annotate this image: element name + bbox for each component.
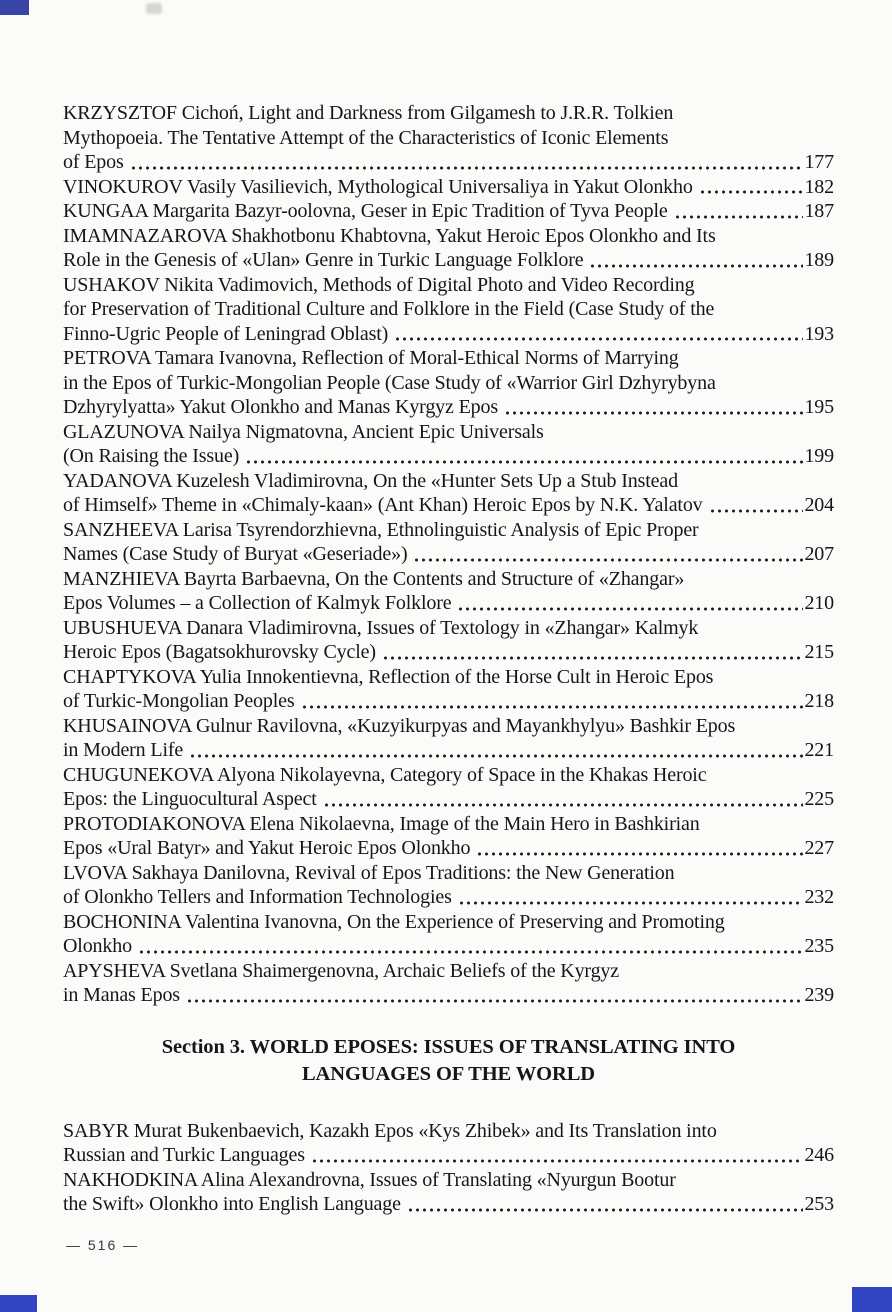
- dot-leader: [394, 336, 803, 342]
- toc-line: [63, 1143, 834, 1168]
- toc-line: [63, 836, 834, 861]
- toc-line: [63, 640, 834, 665]
- toc-line: [63, 542, 834, 567]
- page-number: 246: [804, 1144, 834, 1166]
- toc-line: [63, 322, 834, 347]
- toc-entry-text: Olonkho: [63, 935, 132, 957]
- dot-leader: [323, 802, 804, 808]
- toc-line: NAKHODKINA Alina Alexandrovna, Issues of Translating «Nyurgun Bootur: [63, 1168, 676, 1191]
- toc-entry-text: in Modern Life: [63, 739, 184, 761]
- scan-mark-top-left: [0, 0, 29, 15]
- toc-line: [63, 175, 834, 200]
- dot-leader: [589, 263, 803, 269]
- toc-line: PROTODIAKONOVA Elena Nikolaevna, Image of the Main Hero in Bashkirian: [63, 812, 700, 835]
- toc-entry: [63, 175, 834, 200]
- page-number: 177: [804, 151, 834, 173]
- toc-line: [63, 395, 834, 420]
- dot-leader: [189, 753, 803, 759]
- toc-entry: [63, 959, 834, 1008]
- toc-line: BOCHONINA Valentina Ivanovna, On the Experience of Preserving and Promoting: [63, 910, 725, 933]
- toc-entry-text: Names (Case Study of Buryat «Geseriade»): [63, 543, 408, 565]
- toc-entry-text: Russian and Turkic Languages: [63, 1144, 305, 1166]
- toc-line: [63, 1192, 834, 1217]
- toc-line: USHAKOV Nikita Vadimovich, Methods of Digital Photo and Video Recording: [63, 273, 695, 296]
- toc-line: APYSHEVA Svetlana Shaimergenovna, Archaic Beliefs of the Kyrgyz: [63, 959, 620, 982]
- toc-entry: [63, 469, 834, 518]
- dot-leader: [186, 998, 804, 1004]
- toc-entry: [63, 518, 834, 567]
- toc-entry: [63, 224, 834, 273]
- scan-smudge-top: [146, 3, 162, 14]
- page-number: 218: [804, 690, 834, 712]
- toc-entry-text: KUNGAA Margarita Bazyr-oolovna, Geser in Epic Tradition of Tyva People: [63, 200, 668, 222]
- section-heading: [63, 1034, 834, 1088]
- scan-mark-bottom-right: [852, 1287, 892, 1312]
- toc-line: [63, 444, 834, 469]
- toc-line: [63, 199, 834, 224]
- toc-entry-text: VINOKUROV Vasily Vasilievich, Mythological Universaliya in Yakut Olonkho: [63, 175, 693, 198]
- toc-line: [63, 248, 834, 273]
- toc-entry: [63, 616, 834, 665]
- page-number: 253: [804, 1193, 834, 1215]
- toc-entry-text: the Swift» Olonkho into English Language: [63, 1193, 401, 1215]
- toc-line: KRZYSZTOF Cichoń, Light and Darkness from Gilgamesh to J.R.R. Tolkien: [63, 102, 674, 124]
- toc-line: LVOVA Sakhaya Danilovna, Revival of Epos Traditions: the New Generation: [63, 861, 675, 884]
- section-heading-line: Section 3. WORLD EPOSES: ISSUES OF TRANSLATING INTO: [161, 1035, 736, 1058]
- toc-entry: [63, 665, 834, 714]
- toc-entry-text: Epos: the Linguocultural Aspect: [63, 788, 317, 810]
- page-number: 204: [804, 494, 834, 516]
- toc-entry-text: Epos Volumes – a Collection of Kalmyk Folklore: [63, 592, 452, 614]
- dot-leader: [301, 704, 804, 710]
- toc-line: GLAZUNOVA Nailya Nigmatovna, Ancient Epic Universals: [63, 420, 544, 443]
- toc-line: [63, 983, 834, 1008]
- toc-entry: [63, 1168, 834, 1217]
- toc-line: YADANOVA Kuzelesh Vladimirovna, On the «Hunter Sets Up a Stub Instead: [63, 469, 678, 492]
- toc-line: MANZHIEVA Bayrta Barbaevna, On the Contents and Structure of «Zhangar»: [63, 567, 685, 590]
- toc-entry: [63, 199, 834, 224]
- dot-leader: [476, 851, 803, 857]
- toc-line: in the Epos of Turkic-Mongolian People (Case Study of «Warrior Girl Dzhyrybyna: [63, 371, 716, 394]
- toc-entry: [63, 861, 834, 910]
- page-number: 215: [804, 641, 834, 663]
- toc-entry: [63, 763, 834, 812]
- toc-line: UBUSHUEVA Danara Vladimirovna, Issues of Textology in «Zhangar» Kalmyk: [63, 616, 699, 639]
- page-number: 239: [804, 984, 834, 1006]
- dot-leader: [311, 1158, 804, 1164]
- toc-entry: [63, 420, 834, 469]
- toc-entry-text: Role in the Genesis of «Ulan» Genre in Turkic Language Folklore: [63, 249, 584, 271]
- toc-entry-text: of Epos: [63, 151, 124, 173]
- toc-line: [63, 885, 834, 910]
- dot-leader: [413, 557, 803, 563]
- toc-line: [63, 689, 834, 714]
- page-number: 182: [804, 175, 834, 198]
- toc-entry-text: Heroic Epos (Bagatsokhurovsky Cycle): [63, 641, 376, 663]
- toc-entry-text: Finno-Ugric People of Leningrad Oblast): [63, 322, 389, 345]
- page-number: 193: [804, 322, 834, 345]
- page-number: 195: [804, 396, 834, 418]
- page-number: 235: [804, 935, 834, 957]
- dot-leader: [138, 949, 803, 955]
- toc-entry: [63, 714, 834, 763]
- toc-line: for Preservation of Traditional Culture and Folklore in the Field (Case Study of the: [63, 298, 715, 320]
- toc-line: [63, 591, 834, 616]
- toc-line: PETROVA Tamara Ivanovna, Reflection of Moral-Ethical Norms of Marrying: [63, 347, 679, 369]
- toc-line: [63, 738, 834, 763]
- scan-mark-bottom-left: [0, 1295, 37, 1312]
- toc-line: [63, 934, 834, 959]
- page-number: 225: [804, 788, 834, 810]
- toc-line: KHUSAINOVA Gulnur Ravilovna, «Kuzyikurpyas and Mayankhylyu» Bashkir Epos: [63, 714, 736, 737]
- toc-entry-text: of Olonkho Tellers and Information Technologies: [63, 886, 452, 908]
- toc-line: Mythopoeia. The Tentative Attempt of the Characteristics of Iconic Elements: [63, 126, 669, 149]
- toc-entry: [63, 812, 834, 861]
- toc-entries-part2: [63, 1119, 834, 1217]
- footer-page-number: — 516 —: [66, 1237, 140, 1253]
- page-number: 189: [804, 249, 834, 271]
- page-number: 221: [804, 739, 834, 761]
- toc-line: SANZHEEVA Larisa Tsyrendorzhievna, Ethnolinguistic Analysis of Epic Proper: [63, 518, 699, 541]
- dot-leader: [674, 214, 804, 220]
- toc-entry: [63, 346, 834, 420]
- toc-line: CHUGUNEKOVA Alyona Nikolayevna, Category of Space in the Khakas Heroic: [63, 763, 707, 786]
- page-number: 187: [804, 200, 834, 222]
- toc-entry-text: Dzhyrylyatta» Yakut Olonkho and Manas Kyrgyz Epos: [63, 396, 499, 418]
- toc-line: SABYR Murat Bukenbaevich, Kazakh Epos «Kys Zhibek» and Its Translation into: [63, 1119, 717, 1142]
- dot-leader: [457, 606, 803, 612]
- toc-entry: [63, 101, 834, 175]
- toc-line: [63, 493, 834, 518]
- toc-line: IMAMNAZAROVA Shakhotbonu Khabtovna, Yakut Heroic Epos Olonkho and Its: [63, 224, 716, 247]
- page-number: 207: [804, 543, 834, 565]
- dot-leader: [458, 900, 804, 906]
- dot-leader: [699, 189, 804, 195]
- toc-entry-text: Epos «Ural Batyr» and Yakut Heroic Epos Olonkho: [63, 837, 471, 859]
- page-number: 199: [804, 445, 834, 467]
- dot-leader: [245, 459, 803, 465]
- toc-entry-text: of Himself» Theme in «Chimaly-kaan» (Ant Khan) Heroic Epos by N.K. Yalatov: [63, 494, 703, 516]
- toc-line: [63, 150, 834, 175]
- toc-line: CHAPTYKOVA Yulia Innokentievna, Reflection of the Horse Cult in Heroic Epos: [63, 665, 714, 688]
- toc-entries-part1: [63, 101, 834, 1008]
- dot-leader: [130, 165, 804, 171]
- dot-leader: [504, 410, 803, 416]
- toc-entry: [63, 910, 834, 959]
- dot-leader: [407, 1207, 804, 1213]
- page-number: 227: [804, 837, 834, 859]
- toc-entry-text: (On Raising the Issue): [63, 445, 240, 467]
- toc-entry: [63, 567, 834, 616]
- toc-entry-text: of Turkic-Mongolian Peoples: [63, 690, 295, 712]
- page-number: 232: [804, 886, 834, 908]
- table-of-contents: [63, 101, 834, 1217]
- page-number: 210: [804, 592, 834, 614]
- toc-entry-text: in Manas Epos: [63, 984, 180, 1006]
- dot-leader: [709, 508, 804, 514]
- toc-entry: [63, 1119, 834, 1168]
- toc-line: [63, 787, 834, 812]
- section-heading-line: LANGUAGES OF THE WORLD: [301, 1062, 596, 1085]
- dot-leader: [382, 655, 804, 661]
- toc-entry: [63, 273, 834, 347]
